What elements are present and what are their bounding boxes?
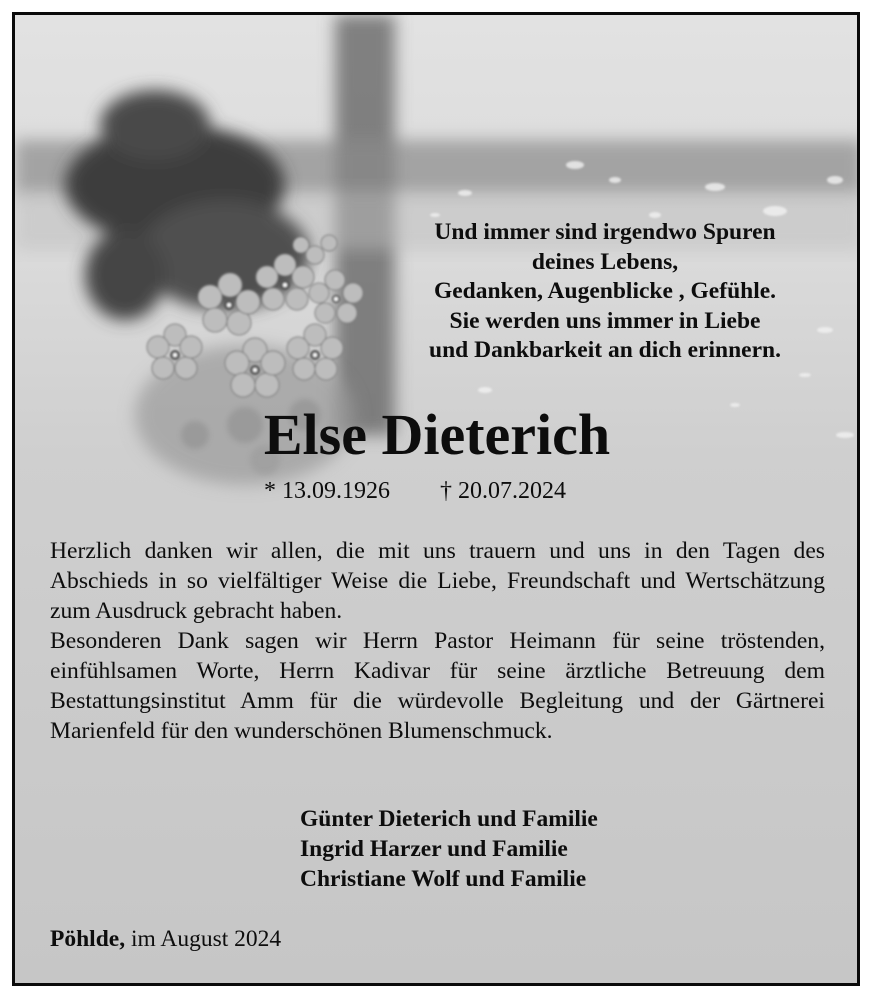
poem-line: Sie werden uns immer in Liebe [449,307,761,334]
poem-line: deines Lebens, [531,248,679,275]
life-dates [264,476,566,506]
thanks-paragraph: Herzlich danken wir allen, die mit uns trauern und uns in den Tagen des Abschieds in so vielfältiger Weise die Liebe, Freundschaft und Wertschätzung zum Ausdruck gebracht haben. [50,538,825,624]
deceased-name: Else Dieterich [263,402,611,467]
memorial-poem [370,218,840,366]
place-name: Pöhlde, [50,926,126,952]
family-name: Christiane Wolf und Familie [300,866,587,892]
birth-date: * 13.09.1926 [264,478,390,504]
family-name: Günter Dieterich und Familie [300,806,598,832]
poem-line: Und immer sind irgendwo Spuren [434,219,776,245]
family-signatures [300,804,598,894]
place-and-date [50,924,281,954]
thanks-text [50,536,825,746]
thanks-paragraph: Besonderen Dank sagen wir Herrn Pastor Heimann für seine tröstenden, einfühlsamen Worte, Herrn Kadivar für seine ärztliche Betreuung dem Bestattungsinstitut Amm für die würdevolle Begleitung und der Gärtnerei Marienfeld für den wunderschönen Blumenschmuck. [50,628,825,744]
family-name: Ingrid Harzer und Familie [300,836,568,862]
poem-line: Gedanken, Augenblicke , Gefühle. [433,278,777,304]
poem-line: und Dankbarkeit an dich erinnern. [429,337,781,363]
closing-date: im August 2024 [130,926,282,952]
death-date: † 20.07.2024 [440,478,566,504]
